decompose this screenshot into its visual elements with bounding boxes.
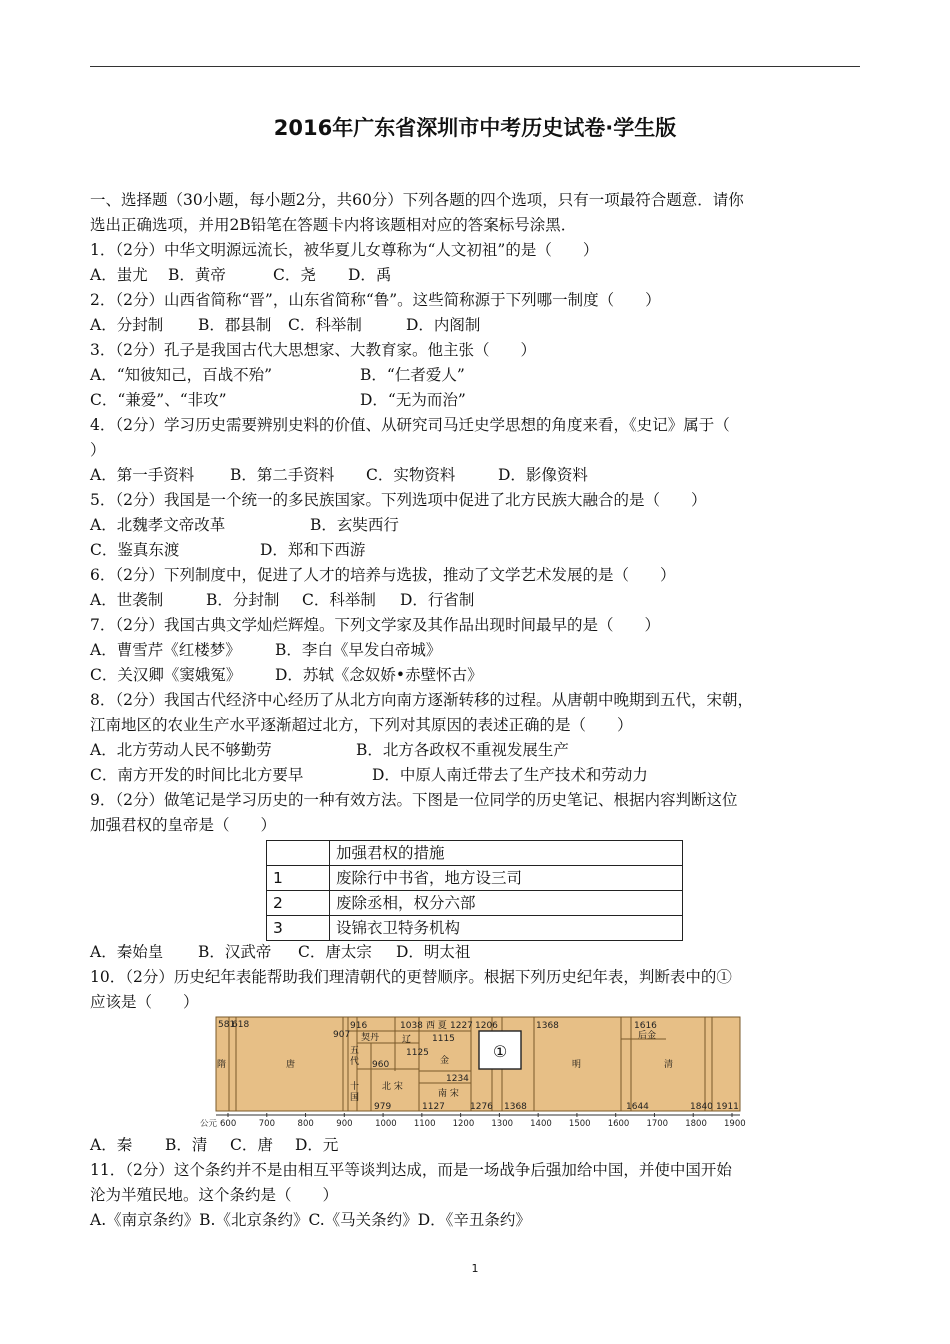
- question-10-stem-line-1: 10．（2分）历史纪年表能帮助我们理清朝代的更替顺序。根据下列历史纪年表，判断表中的①: [90, 968, 732, 986]
- table-cell-number: 3: [267, 916, 330, 941]
- q9-option-c: C．唐太宗: [298, 943, 372, 961]
- year-label: 1616: [634, 1021, 657, 1031]
- dynasty-label: 辽: [402, 1035, 412, 1045]
- year-label: 916: [350, 1021, 368, 1031]
- question-3-stem: 3．（2分）孔子是我国古代大思想家、大教育家。他主张（ ）: [90, 341, 536, 359]
- year-label: 1227: [450, 1021, 473, 1031]
- section-intro-line-1: 一、选择题（30小题，每小题2分，共60分）下列各题的四个选项，只有一项最符合题意．请你: [90, 191, 744, 209]
- dynasty-label: 金: [440, 1056, 450, 1066]
- q8-option-c: C．南方开发的时间比北方要早: [90, 766, 304, 784]
- q1-option-d: D．禹: [348, 266, 392, 284]
- question-9-stem-line-1: 9．（2分）做笔记是学习历史的一种有效方法。下图是一位同学的历史笔记、根据内容判断这位: [90, 791, 738, 809]
- question-9-notes-table: [266, 840, 683, 941]
- q5-option-c: C．鉴真东渡: [90, 541, 180, 559]
- year-label: 907: [333, 1030, 351, 1040]
- axis-tick-label: 1900: [724, 1119, 746, 1129]
- q6-option-d: D．行省制: [400, 591, 475, 609]
- q4-option-c: C．实物资料: [366, 466, 456, 484]
- table-cell-number: 2: [267, 891, 330, 916]
- table-row: [267, 891, 683, 916]
- dynasty-label: 北 宋: [382, 1082, 403, 1092]
- dynasty-label: 明: [572, 1060, 582, 1070]
- axis-tick-label: 1800: [685, 1119, 707, 1129]
- year-label: 1840: [690, 1102, 713, 1112]
- axis-tick-label: 800: [297, 1119, 314, 1129]
- year-label: 1127: [422, 1102, 445, 1112]
- year-label: 1115: [432, 1034, 455, 1044]
- table-cell-measure: 废除丞相，权分六部: [330, 891, 683, 916]
- question-1-stem: 1．（2分）中华文明源远流长，被华夏儿女尊称为“人文初祖”的是（ ）: [90, 241, 599, 259]
- table-row: [267, 916, 683, 941]
- q7-option-c: C．关汉卿《窦娥冤》: [90, 666, 242, 684]
- timeline-marker: ①: [492, 1042, 508, 1061]
- q10-option-d: D．元: [295, 1136, 339, 1154]
- q4-option-b: B．第二手资料: [230, 466, 335, 484]
- q3-option-c: C．“兼爱”、“非攻”: [90, 391, 227, 409]
- q9-option-d: D．明太祖: [396, 943, 471, 961]
- q9-option-b: B．汉武帝: [198, 943, 272, 961]
- question-1-options: [90, 263, 862, 288]
- axis-tick-label: 1700: [646, 1119, 669, 1129]
- question-6-stem: 6．（2分）下列制度中，促进了人才的培养与选拔，推动了文学艺术发展的是（ ）: [90, 566, 676, 584]
- q8-option-d: D．中原人南迁带去了生产技术和劳动力: [372, 766, 648, 784]
- table-row: [267, 866, 683, 891]
- year-label: 581: [218, 1020, 236, 1030]
- q1-option-c: C．尧: [273, 266, 316, 284]
- dynasty-label: 代: [350, 1057, 360, 1067]
- dynasty-label: 隋: [217, 1060, 227, 1070]
- q5-option-a: A．北魏孝文帝改革: [90, 516, 226, 534]
- dynasty-label: 清: [664, 1060, 674, 1070]
- q8-option-a: A．北方劳动人民不够勤劳: [90, 741, 272, 759]
- question-6-options: [90, 588, 862, 613]
- section-intro-line-2: 选出正确选项，并用2B铅笔在答题卡内将该题相对应的答案标号涂黑．: [90, 216, 577, 234]
- table-cell-number: 1: [267, 866, 330, 891]
- question-5-options-row-2: [90, 538, 862, 563]
- question-2-options: [90, 313, 862, 338]
- question-8-stem-line-2: 江南地区的农业生产水平逐渐超过北方，下列对其原因的表述正确的是（ ）: [90, 716, 633, 734]
- axis-tick-label: 1200: [452, 1119, 475, 1129]
- q6-option-c: C．科举制: [302, 591, 376, 609]
- question-11-stem-line-1: 11．（2分）这个条约并不是由相互平等谈判达成，而是一场战争后强加给中国，并使中国开始: [90, 1161, 732, 1179]
- q1-option-a: A．蚩尤: [90, 266, 148, 284]
- dynasty-label: 南 宋: [438, 1089, 459, 1099]
- dynasty-label: 契丹: [361, 1033, 380, 1043]
- axis-prefix: 公元: [200, 1119, 218, 1129]
- dynasty-label: 唐: [286, 1060, 296, 1070]
- year-label: 960: [372, 1060, 390, 1070]
- exam-content: [90, 188, 862, 1233]
- q2-option-b: B．郡县制: [198, 316, 272, 334]
- q6-option-a: A．世袭制: [90, 591, 164, 609]
- table-header-cell: 加强君权的措施: [330, 841, 683, 866]
- question-10-timeline-wrap: [90, 1015, 862, 1133]
- q7-option-b: B．李白《早发白帝城》: [275, 641, 442, 659]
- year-label: 1368: [536, 1021, 559, 1031]
- axis-tick-label: 1600: [607, 1119, 630, 1129]
- year-label: 1234: [446, 1074, 469, 1084]
- q2-option-a: A．分封制: [90, 316, 164, 334]
- year-label: 1911: [716, 1102, 739, 1112]
- axis-tick-label: 700: [258, 1119, 276, 1129]
- year-label: 1125: [406, 1048, 429, 1058]
- table-cell-measure: 废除行中书省，地方设三司: [330, 866, 683, 891]
- dynasty-label: 西 夏: [426, 1021, 447, 1031]
- question-9-stem-line-2: 加强君权的皇帝是（ ）: [90, 816, 277, 834]
- question-7-stem: 7．（2分）我国古典文学灿烂辉煌。下列文学家及其作品出现时间最早的是（ ）: [90, 616, 660, 634]
- question-2-stem: 2．（2分）山西省简称“晋”，山东省简称“鲁”。这些简称源于下列哪一制度（ ）: [90, 291, 661, 309]
- q10-option-c: C．唐: [230, 1136, 273, 1154]
- q8-option-b: B．北方各政权不重视发展生产: [356, 741, 569, 759]
- axis-tick-label: 1500: [568, 1119, 591, 1129]
- question-5-stem: 5．（2分）我国是一个统一的多民族国家。下列选项中促进了北方民族大融合的是（ ）: [90, 491, 707, 509]
- q2-option-d: D．内阁制: [406, 316, 481, 334]
- question-7-options-row-1: [90, 638, 862, 663]
- year-label: 1368: [504, 1102, 527, 1112]
- q11-option-b: B.《北京条约》: [199, 1211, 309, 1229]
- question-10-stem-line-2: 应该是（ ）: [90, 993, 199, 1011]
- question-4-stem-line-2: ）: [90, 441, 106, 459]
- q7-option-a: A．曹雪芹《红楼梦》: [90, 641, 241, 659]
- q5-option-d: D．郑和下西游: [260, 541, 366, 559]
- axis-tick-label: 900: [336, 1119, 353, 1129]
- year-label: 1276: [470, 1102, 493, 1112]
- question-4-stem-line-1: 4．（2分）学习历史需要辨别史料的价值、从研究司马迁史学思想的角度来看，《史记》属于（: [90, 416, 730, 434]
- question-8-options-row-1: [90, 738, 862, 763]
- question-8-options-row-2: [90, 763, 862, 788]
- question-8-stem-line-1: 8．（2分）我国古代经济中心经历了从北方向南方逐渐转移的过程。从唐朝中晚期到五代，宋朝，: [90, 691, 753, 709]
- q2-option-c: C．科举制: [288, 316, 362, 334]
- year-label: 1038: [400, 1021, 423, 1031]
- q5-option-b: B．玄奘西行: [310, 516, 399, 534]
- dynasty-label: 国: [350, 1093, 360, 1103]
- axis-tick-label: 1000: [375, 1119, 397, 1129]
- q3-option-a: A．“知彼知己，百战不殆”: [90, 366, 273, 384]
- page-title: 2016年广东省深圳市中考历史试卷·学生版: [273, 116, 677, 140]
- page-number: 1: [471, 1262, 479, 1275]
- question-7-options-row-2: [90, 663, 862, 688]
- q4-option-a: A．第一手资料: [90, 466, 195, 484]
- q6-option-b: B．分封制: [206, 591, 280, 609]
- axis-tick-label: 1400: [530, 1119, 552, 1129]
- dynasty-timeline-chart: [200, 1017, 746, 1129]
- year-label: 1206: [475, 1021, 498, 1031]
- question-3-options-row-1: [90, 363, 862, 388]
- question-11-options: [90, 1208, 862, 1233]
- q3-option-b: B．“仁者爱人”: [360, 366, 465, 384]
- q11-option-d: D．《辛丑条约》: [417, 1211, 531, 1229]
- table-cell-measure: 设锦衣卫特务机构: [330, 916, 683, 941]
- header-rule: [90, 66, 860, 67]
- table-row: [267, 841, 683, 866]
- question-4-options: [90, 463, 862, 488]
- q10-option-b: B．清: [165, 1136, 208, 1154]
- year-label: 979: [374, 1102, 392, 1112]
- q10-option-a: A．秦: [90, 1136, 133, 1154]
- question-5-options-row-1: [90, 513, 862, 538]
- dynasty-label: 后金: [638, 1031, 657, 1041]
- q3-option-d: D．“无为而治”: [360, 391, 466, 409]
- question-9-table-wrap: [90, 838, 862, 946]
- q7-option-d: D．苏轼《念奴娇•赤壁怀古》: [275, 666, 483, 684]
- axis-tick-label: 1300: [491, 1119, 514, 1129]
- q4-option-d: D．影像资料: [498, 466, 588, 484]
- year-label: 1644: [626, 1102, 649, 1112]
- question-3-options-row-2: [90, 388, 862, 413]
- year-label: 618: [232, 1020, 250, 1030]
- q11-option-a: A.《南京条约》: [90, 1211, 200, 1229]
- q1-option-b: B．黄帝: [168, 266, 226, 284]
- dynasty-label: 十: [350, 1082, 360, 1092]
- q9-option-a: A．秦始皇: [90, 943, 164, 961]
- question-10-options: [90, 1133, 862, 1158]
- table-cell-empty: [267, 841, 330, 866]
- question-11-stem-line-2: 沦为半殖民地。这个条约是（ ）: [90, 1186, 339, 1204]
- axis-tick-label: 600: [220, 1119, 237, 1129]
- dynasty-label: 五: [350, 1046, 360, 1056]
- axis-tick-label: 1100: [413, 1119, 436, 1129]
- q11-option-c: C.《马关条约》: [308, 1211, 418, 1229]
